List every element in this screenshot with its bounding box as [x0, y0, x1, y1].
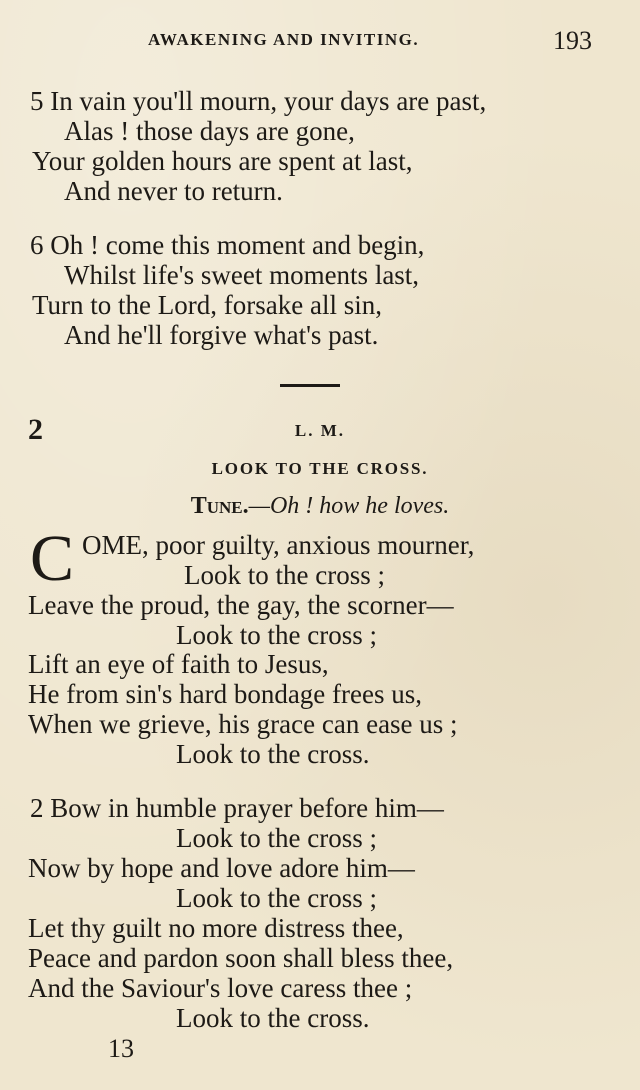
verse-line: Leave the proud, the gay, the scorner— — [28, 590, 454, 620]
tune-name: —Oh ! how he loves. — [248, 493, 450, 519]
refrain-line: Look to the cross ; — [176, 823, 377, 853]
tune-line — [0, 493, 640, 520]
verse-line: Whilst life's sweet moments last, — [64, 260, 420, 290]
verse-line: Turn to the Lord, forsake all sin, — [32, 290, 382, 320]
page-number: 193 — [553, 26, 592, 55]
verse-line: Alas ! those days are gone, — [64, 116, 355, 146]
verse-line: And he'll forgive what's past. — [64, 320, 379, 350]
section-divider — [280, 384, 340, 387]
verse-line: 2 Bow in humble prayer before him— — [30, 793, 444, 823]
verse-line: OME, poor guilty, anxious mourner, — [82, 530, 475, 560]
verse-line: And never to return. — [64, 176, 283, 206]
verse-line: 5 In vain you'll mourn, your days are past, — [30, 86, 487, 116]
running-head: AWAKENING AND INVITING. — [148, 30, 420, 49]
refrain-line: Look to the cross ; — [176, 620, 377, 650]
refrain-line: Look to the cross. — [176, 1003, 370, 1033]
verse-line: Lift an eye of faith to Jesus, — [28, 649, 329, 679]
verse-line: Now by hope and love adore him— — [28, 853, 415, 883]
verse-line: He from sin's hard bondage frees us, — [28, 679, 423, 709]
verse-line: Your golden hours are spent at last, — [32, 146, 413, 176]
hymn-title: LOOK TO THE CROSS. — [211, 459, 429, 478]
verse-line: 6 Oh ! come this moment and begin, — [30, 230, 425, 260]
drop-cap: C — [30, 522, 75, 595]
refrain-line: Look to the cross ; — [176, 883, 377, 913]
refrain-line: Look to the cross ; — [184, 560, 385, 590]
verse-line: And the Saviour's love caress thee ; — [28, 973, 413, 1003]
verse-line: Let thy guilt no more distress thee, — [28, 913, 404, 943]
verse-line: Peace and pardon soon shall bless thee, — [28, 943, 454, 973]
signature-mark: 13 — [108, 1034, 134, 1063]
hymn-meter: L. M. — [294, 421, 346, 440]
tune-label: Tune. — [190, 493, 249, 519]
verse-line: When we grieve, his grace can ease us ; — [28, 709, 458, 739]
refrain-line: Look to the cross. — [176, 739, 370, 769]
hymn-number: 2 — [28, 413, 43, 446]
